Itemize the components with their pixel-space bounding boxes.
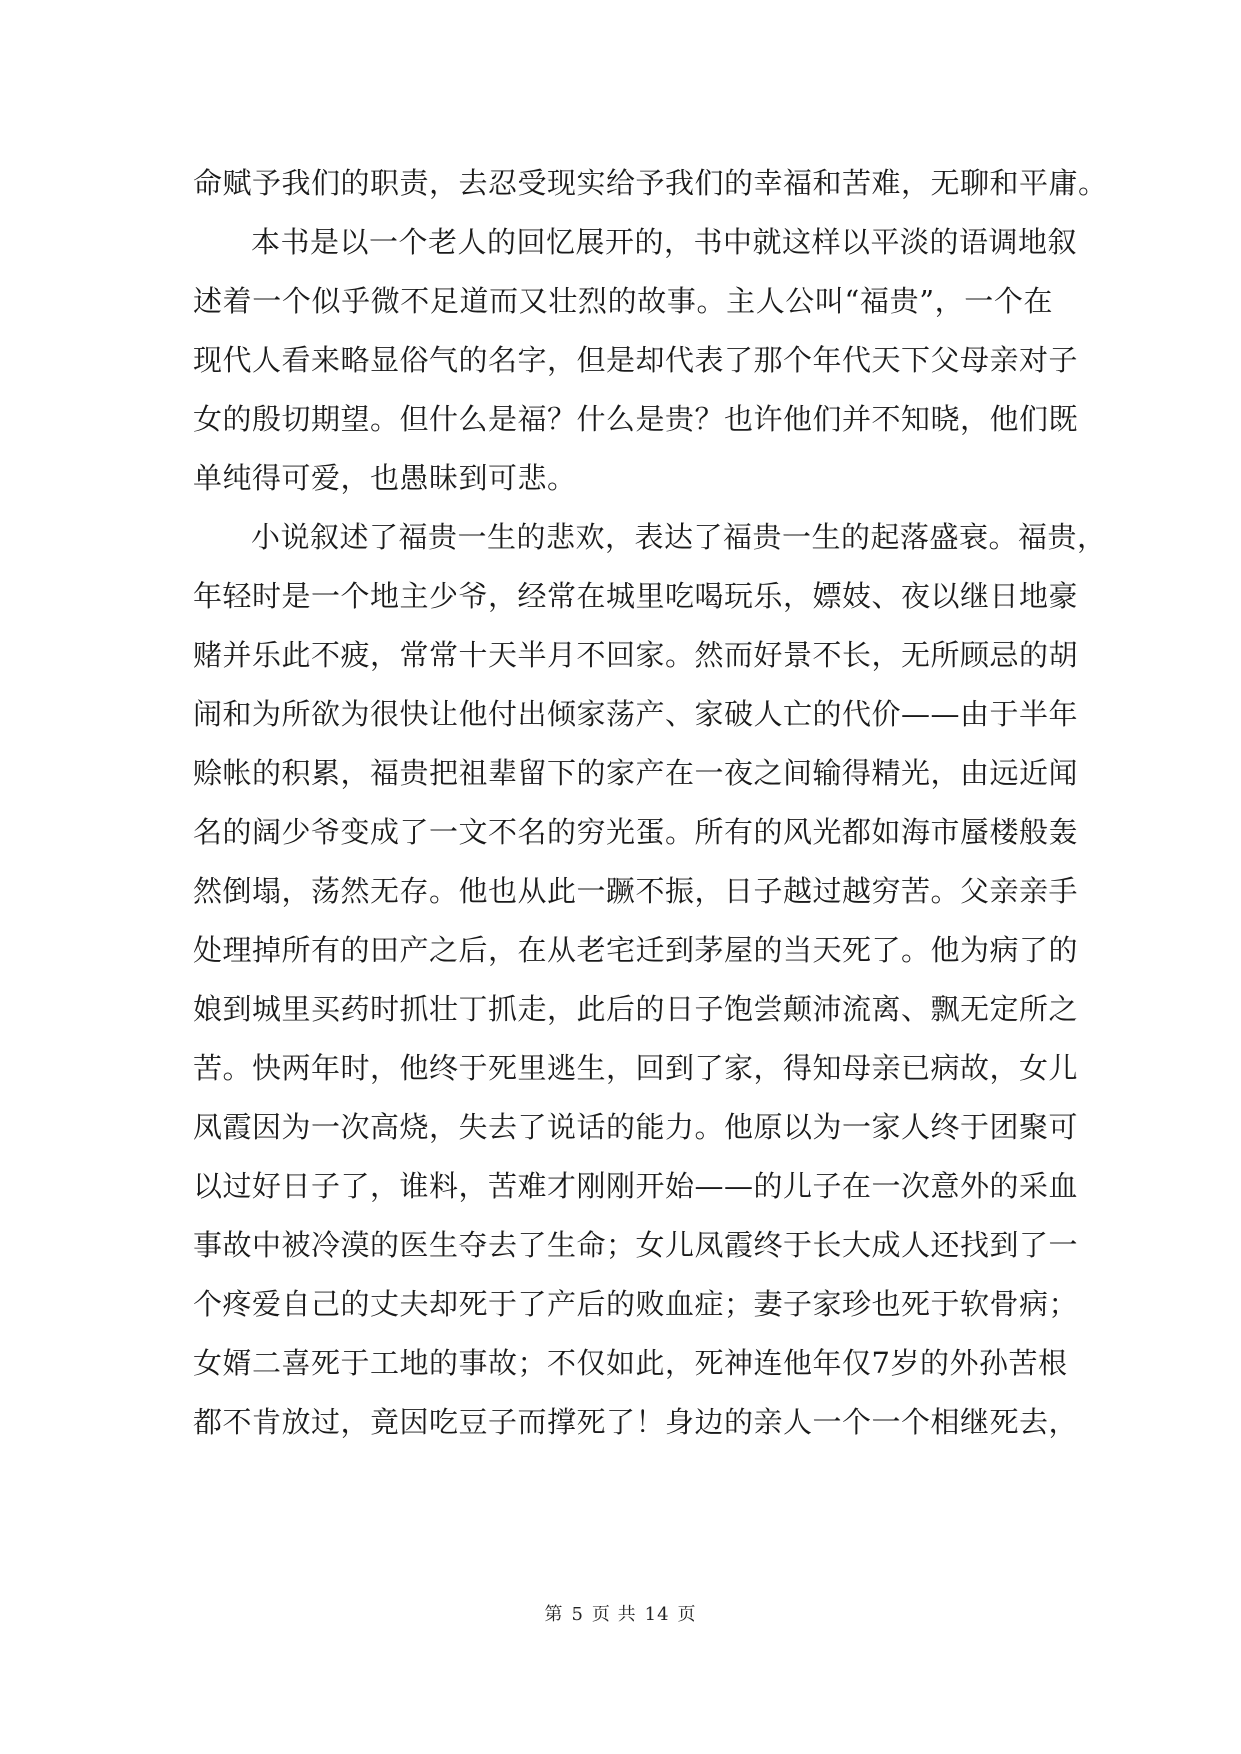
text-line: 女婿二喜死于工地的事故；不仅如此，死神连他年仅7岁的外孙苦根 xyxy=(193,1346,1068,1380)
text-line: 然倒塌，荡然无存。他也从此一蹶不振，日子越过越穷苦。父亲亲手 xyxy=(193,874,1079,908)
paragraph-start-line: 小说叙述了福贵一生的悲欢，表达了福贵一生的起落盛衰。福贵， xyxy=(251,520,1107,554)
text-line: 个疼爱自己的丈夫却死于了产后的败血症；妻子家珍也死于软骨病； xyxy=(193,1287,1079,1321)
text-line: 赌并乐此不疲，常常十天半月不回家。然而好景不长，无所顾忌的胡 xyxy=(193,638,1079,672)
text-line: 处理掉所有的田产之后，在从老宅迁到茅屋的当天死了。他为病了的 xyxy=(193,933,1079,967)
text-line: 命赋予我们的职责，去忍受现实给予我们的幸福和苦难，无聊和平庸。 xyxy=(193,166,1108,200)
text-line: 述着一个似乎微不足道而又壮烈的故事。主人公叫“福贵”，一个在 xyxy=(193,284,1053,318)
text-line: 凤霞因为一次高烧，失去了说话的能力。他原以为一家人终于团聚可 xyxy=(193,1110,1079,1144)
paragraph-start-line: 本书是以一个老人的回忆展开的，书中就这样以平淡的语调地叙 xyxy=(251,225,1078,259)
text-line: 名的阔少爷变成了一文不名的穷光蛋。所有的风光都如海市蜃楼般轰 xyxy=(193,815,1079,849)
page-label-prefix: 第 xyxy=(544,1604,564,1625)
page-label-mid: 页 共 xyxy=(591,1604,637,1625)
text-line: 赊帐的积累，福贵把祖辈留下的家产在一夜之间输得精光，由远近闻 xyxy=(193,756,1079,790)
text-line: 现代人看来略显俗气的名字，但是却代表了那个年代天下父母亲对子 xyxy=(193,343,1079,377)
text-line: 事故中被冷漠的医生夺去了生命；女儿凤霞终于长大成人还找到了一 xyxy=(193,1228,1079,1262)
text-line: 以过好日子了，谁料，苦难才刚刚开始——的儿子在一次意外的采血 xyxy=(193,1169,1079,1203)
page-label-suffix: 页 xyxy=(677,1604,697,1625)
page-footer xyxy=(0,1600,1241,1626)
text-line: 年轻时是一个地主少爷，经常在城里吃喝玩乐，嫖妓、夜以继日地豪 xyxy=(193,579,1079,613)
body-text xyxy=(193,154,1108,1452)
text-line: 闹和为所欲为很快让他付出倾家荡产、家破人亡的代价——由于半年 xyxy=(193,697,1079,731)
page-number: 5 xyxy=(571,1604,584,1625)
text-line: 苦。快两年时，他终于死里逃生，回到了家，得知母亲已病故，女儿 xyxy=(193,1051,1079,1085)
total-pages: 14 xyxy=(644,1604,670,1625)
text-line: 娘到城里买药时抓壮丁抓走，此后的日子饱尝颠沛流离、飘无定所之 xyxy=(193,992,1079,1026)
text-line: 都不肯放过，竟因吃豆子而撑死了！身边的亲人一个一个相继死去， xyxy=(193,1405,1079,1439)
text-line: 女的殷切期望。但什么是福？什么是贵？也许他们并不知晓，他们既 xyxy=(193,402,1079,436)
paragraph-end-line: 单纯得可爱，也愚昧到可悲。 xyxy=(193,461,577,495)
